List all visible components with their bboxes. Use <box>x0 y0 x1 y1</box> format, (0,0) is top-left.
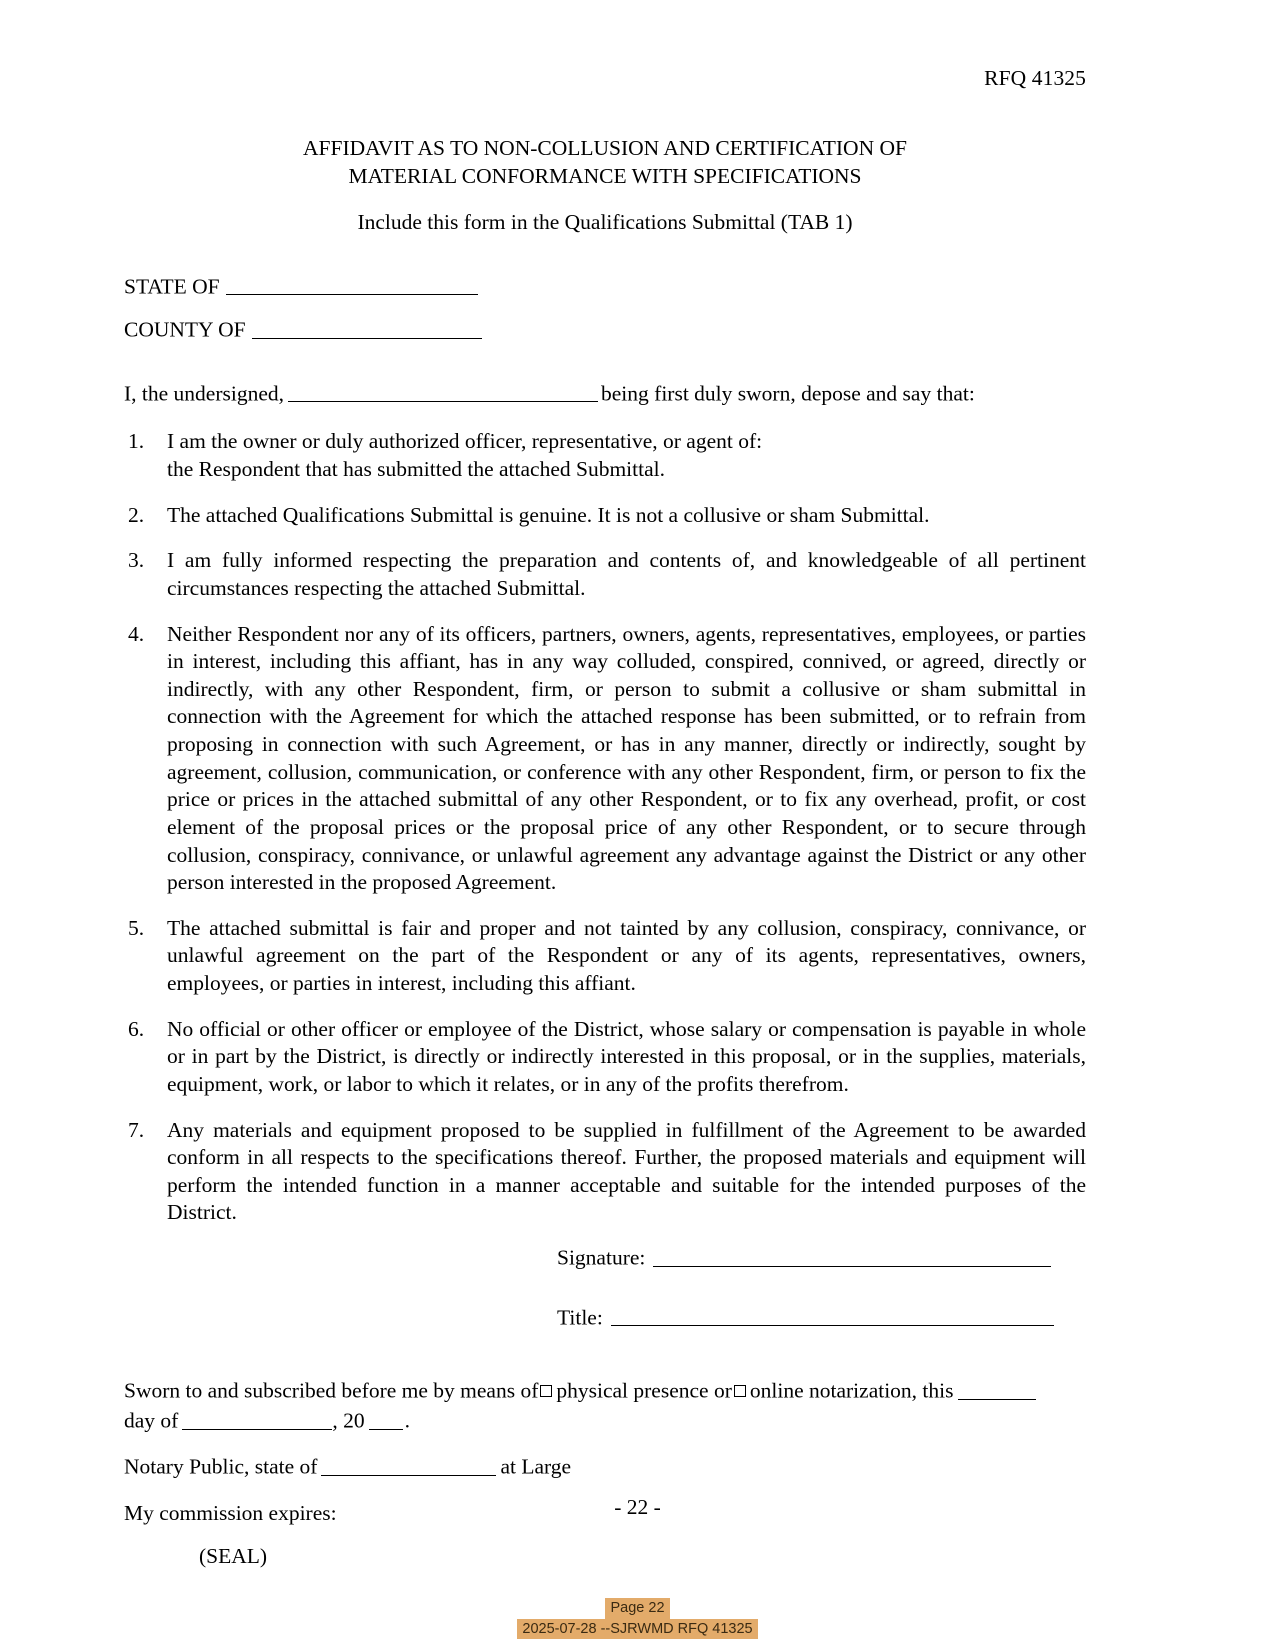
undersigned-prefix: I, the undersigned, <box>124 381 285 406</box>
affidavit-item-7 <box>124 1117 1086 1228</box>
footer-stamp-line1 <box>0 1598 1275 1619</box>
item-text: The attached Qualifications Submittal is genuine. It is not a collusive or sham Submittal. <box>167 502 930 527</box>
county-of-field <box>124 315 1086 345</box>
item-text: I am the owner or duly authorized officer, representative, or agent of: <box>167 429 763 454</box>
undersigned-line <box>124 379 1086 409</box>
document-title-line2: MATERIAL CONFORMANCE WITH SPECIFICATIONS <box>348 164 862 189</box>
notary-sworn-line <box>124 1376 1086 1406</box>
affidavit-item-2 <box>124 502 1086 530</box>
footer-stamp-line2 <box>0 1619 1275 1640</box>
county-of-blank[interactable] <box>252 315 482 339</box>
notary-day-of-label: day of <box>124 1408 179 1433</box>
notary-year-blank[interactable] <box>369 1406 403 1430</box>
affidavit-item-1 <box>124 428 1086 483</box>
notary-physical-presence-label: physical presence or <box>556 1378 732 1403</box>
document-title <box>124 134 1086 191</box>
item-number: 3. <box>128 548 145 573</box>
item-text: I am fully informed respecting the preparation and contents of, and knowledgeable of all pertinent circumstances respecting the attached Submittal. <box>167 548 1086 600</box>
item-number: 2. <box>128 502 145 527</box>
rfq-number-header: RFQ 41325 <box>984 66 1086 90</box>
checkbox-online-notarization-icon[interactable] <box>734 1385 746 1397</box>
undersigned-name-blank[interactable] <box>288 379 598 403</box>
item-number: 6. <box>128 1016 145 1041</box>
commission-expires-line: My commission expires: <box>124 1500 337 1525</box>
signature-row <box>124 1243 1086 1273</box>
signature-blank[interactable] <box>653 1243 1051 1267</box>
document-title-line1: AFFIDAVIT AS TO NON-COLLUSION AND CERTIFICATION OF <box>303 135 907 160</box>
item-text: Any materials and equipment proposed to be supplied in fulfillment of the Agreement to be awarded conform in all respects to the specifications thereof. Further, the proposed materials and equipment will perform the intended function in a manner acceptable and suitable for the intended purposes of the District. <box>167 1117 1086 1225</box>
notary-sworn-prefix: Sworn to and subscribed before me by means of <box>124 1378 539 1403</box>
state-of-blank[interactable] <box>226 272 478 296</box>
notary-public-state-line <box>124 1452 1086 1482</box>
document-subtitle: Include this form in the Qualifications Submittal (TAB 1) <box>357 209 853 234</box>
notary-year-prefix: , 20 <box>332 1408 365 1433</box>
checkbox-physical-presence-icon[interactable] <box>540 1385 552 1397</box>
notary-online-notarization-label: online notarization, this <box>749 1378 954 1403</box>
state-of-field <box>124 272 1086 302</box>
footer-stamp-page-label: Page 22 <box>605 1598 669 1619</box>
item-number: 4. <box>128 621 145 646</box>
undersigned-suffix: being first duly sworn, depose and say that: <box>601 381 975 406</box>
item-number: 1. <box>128 429 145 454</box>
item-text: Neither Respondent nor any of its officers, partners, owners, agents, representatives, employees, or parties in interest, including this affiant, has in any way colluded, conspired, connived, or agreed, directly or indirectly, with any other Respondent, firm, or person to submit a collusive or sham submittal in connection with the Agreement for which the attached response has been submitted, or to refrain from proposing in connection with such Agreement, or has in any manner, directly or indirectly, sought by agreement, collusion, communication, or conference with any other Respondent, firm, or person to fix the price or prices in the attached submittal of any other Respondent, or to fix any overhead, profit, or cost element of the proposal prices or the proposal price of any other Respondent, or to secure through collusion, conspiracy, connivance, or unlawful agreement any advantage against the District or any other person interested in the proposed Agreement. <box>167 621 1086 895</box>
item-subtext: the Respondent that has submitted the attached Submittal. <box>167 457 665 482</box>
affidavit-item-4 <box>124 621 1086 897</box>
item-text: The attached submittal is fair and proper and not tainted by any collusion, conspiracy, connivance, or unlawful agreement on the part of the Respondent or any of its agents, representatives, owners, employees, or parties in interest, including this affiant. <box>167 915 1086 996</box>
seal-label: (SEAL) <box>199 1544 268 1569</box>
county-of-label: COUNTY OF <box>124 317 246 342</box>
affidavit-items-list <box>124 428 1086 1227</box>
title-blank[interactable] <box>611 1303 1054 1327</box>
notary-public-state-prefix: Notary Public, state of <box>124 1455 318 1480</box>
notary-date-line <box>124 1406 1086 1436</box>
notary-at-large-label: at Large <box>500 1455 572 1480</box>
footer-stamp <box>0 1598 1275 1639</box>
item-number: 7. <box>128 1117 145 1142</box>
notary-state-blank[interactable] <box>321 1452 496 1476</box>
title-row <box>124 1303 1086 1333</box>
notary-period: . <box>404 1408 410 1433</box>
state-of-label: STATE OF <box>124 274 220 299</box>
page-content <box>124 0 1086 1572</box>
affidavit-item-6 <box>124 1016 1086 1099</box>
notary-block <box>124 1376 1086 1572</box>
affidavit-item-5 <box>124 915 1086 998</box>
notary-month-blank[interactable] <box>182 1406 332 1430</box>
signature-label: Signature: <box>557 1245 646 1270</box>
notary-day-number-blank[interactable] <box>958 1376 1036 1400</box>
item-number: 5. <box>128 915 145 940</box>
page-number: - 22 - <box>614 1495 661 1519</box>
footer-stamp-source-label: 2025-07-28 --SJRWMD RFQ 41325 <box>517 1619 757 1640</box>
affidavit-item-3 <box>124 547 1086 602</box>
item-text: No official or other officer or employee of the District, whose salary or compensation is payable in whole or in part by the District, is directly or indirectly interested in this proposal, or in the supplies, materials, equipment, work, or labor to which it relates, or in any of the profits therefrom. <box>167 1016 1086 1096</box>
title-label: Title: <box>557 1305 603 1330</box>
